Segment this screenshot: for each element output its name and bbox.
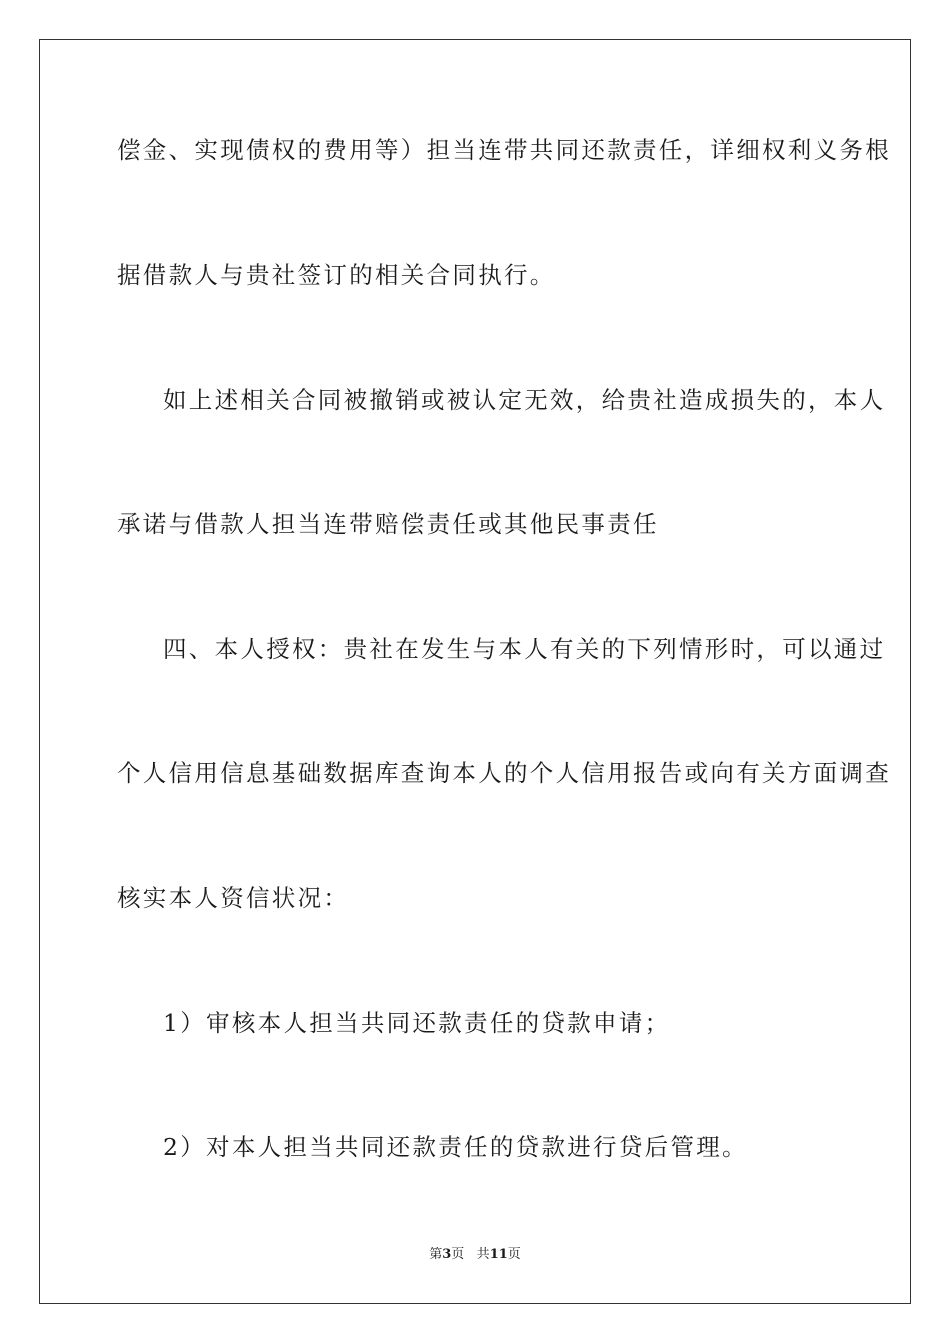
total-pages: 11 <box>489 1247 508 1262</box>
body-line-7: 核实本人资信状况： <box>117 884 350 912</box>
body-line-6: 个人信用信息基础数据库查询本人的个人信用报告或向有关方面调查 <box>117 759 891 787</box>
page-border <box>39 39 911 1304</box>
page-prefix: 第 <box>429 1247 443 1262</box>
body-line-3: 如上述相关合同被撤销或被认定无效，给贵社造成损失的，本人 <box>163 386 886 414</box>
body-line-1: 偿金、实现债权的费用等）担当连带共同还款责任，详细权利义务根 <box>117 136 891 164</box>
body-line-4: 承诺与借款人担当连带赔偿责任或其他民事责任 <box>117 510 659 538</box>
page-suffix: 页 <box>451 1247 465 1262</box>
body-line-9: 2）对本人担当共同还款责任的贷款进行贷后管理。 <box>163 1133 748 1161</box>
page-footer <box>0 1246 950 1264</box>
total-prefix: 共 <box>476 1247 490 1262</box>
body-line-8: 1）审核本人担当共同还款责任的贷款申请； <box>163 1009 671 1037</box>
page-number: 3 <box>442 1247 452 1262</box>
body-line-5: 四、本人授权：贵社在发生与本人有关的下列情形时，可以通过 <box>163 635 886 663</box>
total-suffix: 页 <box>507 1247 521 1262</box>
body-line-2: 据借款人与贵社签订的相关合同执行。 <box>117 261 556 289</box>
